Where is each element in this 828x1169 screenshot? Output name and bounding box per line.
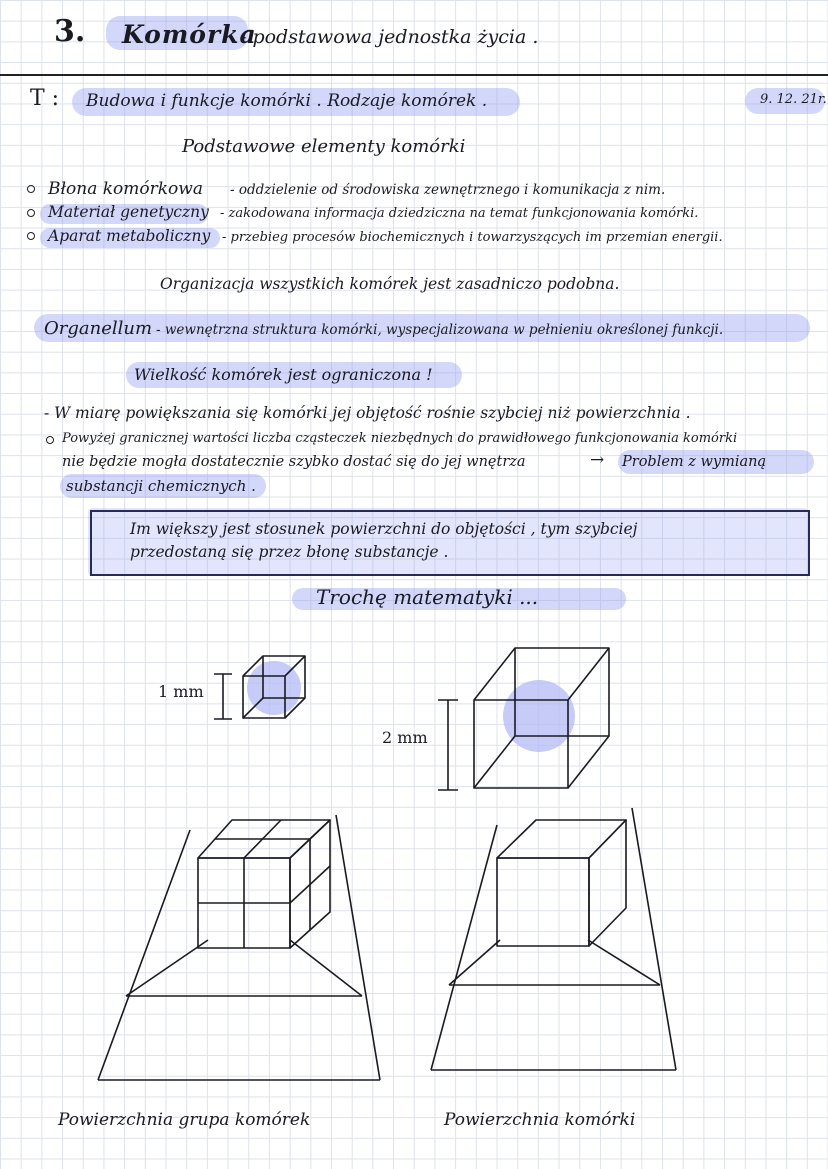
caption-left: Powierzchnia grupa komórek (58, 1110, 311, 1130)
topic-text: Budowa i funkcje komórki . Rodzaje komórek . (86, 91, 488, 111)
big-cube-circle (503, 680, 575, 752)
statement-line-2: przedostaną się przez błonę substancje . (130, 543, 449, 561)
chapter-number: 3. (54, 14, 86, 49)
big-cube (474, 648, 609, 788)
size-note-line-4: substancji chemicznych . (66, 477, 256, 495)
size-note-line-3b: Problem z wymianą (622, 454, 767, 470)
size-heading: Wielkość komórek jest ograniczona ! (134, 365, 433, 384)
statement-line-1: Im większy jest stosunek powierzchni do objętości , tym szybciej (130, 520, 638, 538)
size-note-line-2: Powyżej granicznej wartości liczba cząsteczek niezbędnych do prawidłowego funkcjonowania komórki (62, 431, 738, 446)
single-cube (497, 820, 626, 946)
chapter-title-word: Komórka (122, 20, 257, 49)
arrow-icon: → (590, 450, 605, 470)
small-cube (243, 656, 305, 718)
big-scale-bar (438, 700, 458, 790)
element-term-2: Materiał genetyczny (48, 203, 209, 221)
organellum-desc: - wewnętrzna struktura komórki, wyspecjalizowana w pełnieniu określonej funkcji. (156, 322, 724, 338)
element-term-3: Aparat metaboliczny (48, 227, 211, 245)
caption-right: Powierzchnia komórki (444, 1110, 636, 1130)
small-scale-bar (214, 674, 232, 719)
element-desc-2: - zakodowana informacja dziedziczna na temat funkcjonowania komórki. (220, 206, 699, 221)
section-heading: Podstawowe elementy komórki (182, 136, 466, 157)
big-cube-label: 2 mm (382, 728, 428, 747)
cube-grid (198, 820, 330, 948)
small-cube-label: 1 mm (158, 682, 204, 701)
size-note-line-3a: nie będzie mogła dostatecznie szybko dostać się do jej wnętrza (62, 454, 526, 470)
organization-line: Organizacja wszystkich komórek jest zasadniczo podobna. (160, 275, 620, 293)
topic-date: 9. 12. 21r. (760, 92, 827, 107)
organellum-term: Organellum (44, 318, 153, 339)
element-term-1: Błona komórkowa (48, 179, 203, 199)
size-note-line-1: - W miarę powiększania się komórki jej objętość rośnie szybciej niż powierzchnia . (44, 404, 691, 422)
element-desc-3: - przebieg procesów biochemicznych i towarzyszących im przemian energii. (222, 230, 723, 245)
right-trapezoid (431, 808, 676, 1070)
element-desc-1: - oddzielenie od środowiska zewnętrznego i komunikacja z nim. (230, 182, 666, 198)
topic-label: T : (30, 86, 60, 111)
chapter-subtitle: - podstawowa jednostka życia . (240, 26, 539, 48)
math-heading: Trochę matematyki ... (316, 585, 539, 609)
